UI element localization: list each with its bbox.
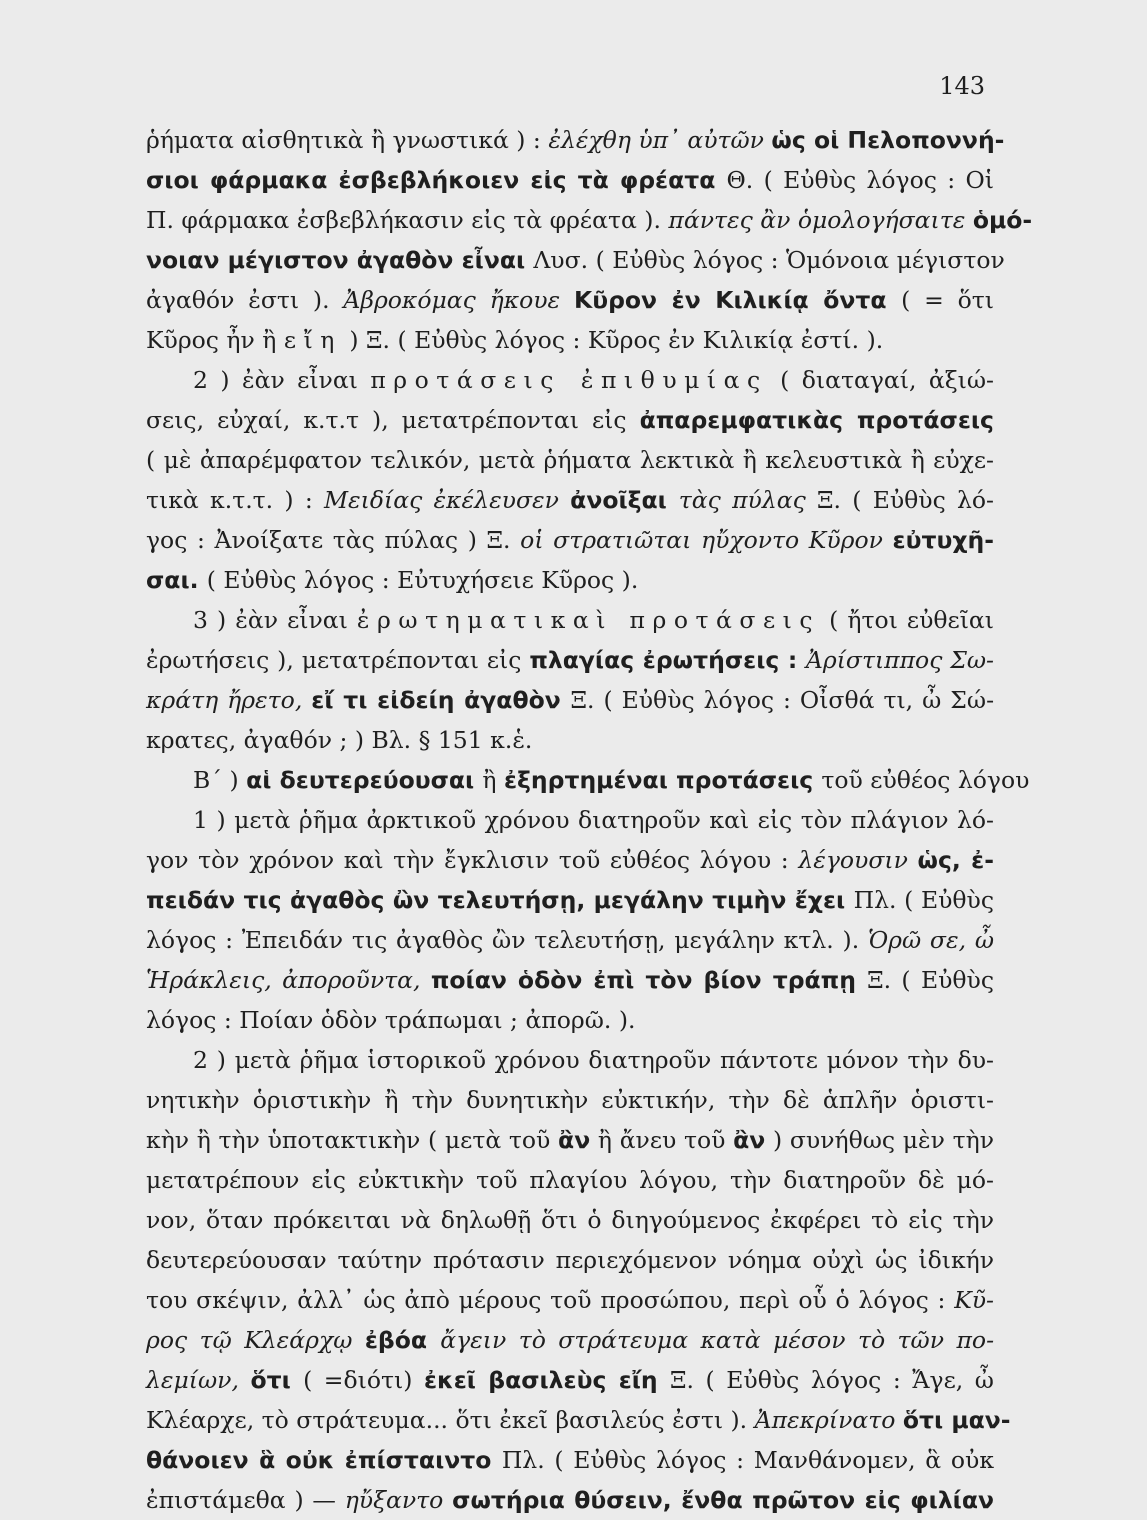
text-line xyxy=(146,1120,994,1160)
text-line xyxy=(146,1200,994,1240)
italic-run: κράτη ἤρετο, xyxy=(146,686,312,714)
text-run: γος : Ἀνοίξατε τὰς πύλας ) Ξ. xyxy=(146,526,521,554)
italic-run: πάντες ἂν ὁμολογήσαιτε xyxy=(668,206,973,234)
italic-run: Κῦ- xyxy=(954,1286,994,1314)
text-run: 2 ) μετὰ ῥῆμα ἱστορικοῦ χρόνου διατηροῦν πάντοτε μόνον τὴν δυ- xyxy=(193,1046,994,1074)
italic-run: ἄγειν τὸ στράτευμα κατὰ μέσον τὸ τῶν πο- xyxy=(440,1326,995,1354)
bold-run: ἂν xyxy=(733,1126,766,1154)
text-line xyxy=(146,1280,994,1320)
italic-run: Ἀρίστιππος Σω- xyxy=(805,646,994,674)
text-run: νον, ὅταν πρόκειται νὰ δηλωθῇ ὅτι ὁ διηγούμενος ἐκφέρει τὸ εἰς τὴν xyxy=(146,1206,994,1234)
text-run: Ξ. ( Εὐθὺς λόγος : Ἄγε, ὦ xyxy=(669,1366,994,1394)
text-run: Ξ. ( Εὐθὺς xyxy=(867,966,994,994)
page-number: 143 xyxy=(939,72,985,100)
text-run: Ξ. ( Εὐθὺς λόγος : Οἶσθά τι, ὦ Σώ- xyxy=(570,686,995,714)
text-run: Π. φάρμακα ἐσβεβλήκασιν εἰς τὰ φρέατα ). xyxy=(146,206,669,234)
text-line xyxy=(146,600,994,640)
bold-run: ἐβόα xyxy=(364,1326,441,1354)
italic-run: λεμίων, xyxy=(146,1366,251,1394)
text-run: κὴν ἢ τὴν ὑποτακτικὴν ( μετὰ τοῦ xyxy=(146,1126,559,1154)
text-run: ἐρωτήσεις ), μετατρέπονται εἰς xyxy=(146,646,530,674)
text-line xyxy=(146,240,1005,280)
text-line xyxy=(146,1080,994,1120)
bold-run: αἱ δευτερεύουσαι xyxy=(246,766,483,794)
text-run: ῥήματα αἰσθητικὰ ἢ γνωστικά ) : xyxy=(146,126,549,154)
text-line xyxy=(146,1400,1011,1440)
bold-run: ἐξηρτημέναι προτάσεις xyxy=(503,766,822,794)
bold-run: πειδάν τις ἀγαθὸς ὢν τελευτήσῃ, μεγάλην τιμὴν ἔχει xyxy=(146,886,854,914)
text-line xyxy=(146,1040,994,1080)
bold-run: σωτήρια θύσειν, ἔνθα πρῶτον εἰς φιλίαν xyxy=(452,1486,994,1514)
text-run: Κῦρος ἦν ἢ xyxy=(146,326,284,354)
bold-run: ἀπαρεμφατικὰς προτάσεις xyxy=(639,406,994,434)
text-line xyxy=(146,840,994,880)
text-run: ( ἤτοι εὐθεῖαι xyxy=(820,606,995,634)
text-run: Θ. ( Εὐθὺς λόγος : Οἱ xyxy=(726,166,995,194)
italic-run: Ἡράκλεις, ἀποροῦντα, xyxy=(146,966,431,994)
spaced-run: ἐρωτηματικαὶ προτάσεις xyxy=(356,606,821,634)
text-run: γον τὸν χρόνον καὶ τὴν ἔγκλισιν τοῦ εὐθέος λόγου : xyxy=(146,846,799,874)
text-line xyxy=(146,160,994,200)
text-line xyxy=(146,360,994,400)
bold-run: σιοι φάρμακα ἐσβεβλήκοιεν εἰς τὰ φρέατα xyxy=(146,166,727,194)
text-run: ἢ ἄνευ τοῦ xyxy=(590,1126,734,1154)
text-line xyxy=(146,1240,994,1280)
bold-run: ποίαν ὁδὸν ἐπὶ τὸν βίον τράπῃ xyxy=(430,966,868,994)
text-line xyxy=(146,1320,994,1360)
text-run: ( διαταγαί, ἀξιώ- xyxy=(767,366,994,394)
bold-run: ὅτι μαν- xyxy=(902,1406,1011,1434)
italic-run: λέγουσιν xyxy=(798,846,918,874)
spaced-run: προτάσεις ἐπιθυμίας xyxy=(370,366,768,394)
text-run: 3 ) ἐὰν εἶναι xyxy=(193,606,357,634)
text-run: ( Εὐθὺς λόγος : Εὐτυχήσειε Κῦρος ). xyxy=(206,566,639,594)
text-run: Κλέαρχε, τὸ στράτευμα... ὅτι ἐκεῖ βασιλεύς ἐστι ). xyxy=(146,1406,755,1434)
text-line xyxy=(146,880,994,920)
bold-run: θάνοιεν ἃ οὐκ ἐπίσταιντο xyxy=(146,1446,502,1474)
italic-run: Ὁρῶ σε, ὦ xyxy=(867,926,994,954)
text-run: ) Ξ. ( Εὐθὺς λόγος : Κῦρος ἐν Κιλικίᾳ ἐστί. ). xyxy=(341,326,884,354)
text-line xyxy=(146,720,994,760)
text-run: τικὰ κ.τ.τ. ) : xyxy=(146,486,324,514)
text-run: ἢ xyxy=(482,766,504,794)
text-run: Β΄ ) xyxy=(193,766,247,794)
text-line xyxy=(146,120,1005,160)
bold-run: σαι. xyxy=(146,566,207,594)
bold-run: ἐκεῖ βασιλεὺς εἴη xyxy=(423,1366,670,1394)
italic-run: ηὔξαντο xyxy=(344,1486,453,1514)
text-line xyxy=(146,1160,994,1200)
italic-run: Μειδίας ἐκέλευσεν xyxy=(324,486,571,514)
bold-run: Κῦρον ἐν Κιλικίᾳ ὄντα xyxy=(574,286,902,314)
spaced-run: εἴη xyxy=(283,326,342,354)
bold-run: ἀνοῖξαι xyxy=(570,486,679,514)
text-line xyxy=(146,1440,994,1480)
italic-run: τὰς πύλας xyxy=(678,486,818,514)
bold-run: ὡς οἱ Πελοποννή- xyxy=(771,126,1005,154)
text-run: τοῦ εὐθέος λόγου xyxy=(821,766,1030,794)
text-run: ἐπιστάμεθα ) — xyxy=(146,1486,345,1514)
italic-run: ἐλέχθη ὑπ᾽ αὐτῶν xyxy=(548,126,772,154)
bold-run: ὁμό- xyxy=(972,206,1033,234)
text-run: Ξ. ( Εὐθὺς λό- xyxy=(817,486,994,514)
text-line xyxy=(146,1360,994,1400)
text-run: του σκέψιν, ἀλλ᾽ ὡς ἀπὸ μέρους τοῦ προσώπου, περὶ οὗ ὁ λόγος : xyxy=(146,1286,955,1314)
bold-run: εὐτυχῆ- xyxy=(892,526,994,554)
text-line xyxy=(146,560,994,600)
text-line xyxy=(146,200,1033,240)
text-line xyxy=(146,400,994,440)
italic-run: Ἀβροκόμας ἤκουε xyxy=(343,286,575,314)
text-run: κρατες, ἀγαθόν ; ) Βλ. § 151 κ.ἑ. xyxy=(146,726,533,754)
text-line xyxy=(146,440,994,480)
text-run: σεις, εὐχαί, κ.τ.τ ), μετατρέπονται εἰς xyxy=(146,406,640,434)
text-run: Λυσ. ( Εὐθὺς λόγος : Ὁμόνοια μέγιστον xyxy=(533,246,1005,274)
body-text xyxy=(146,120,1033,1520)
text-run: ἀγαθόν ἐστι ). xyxy=(146,286,344,314)
text-line xyxy=(146,640,994,680)
bold-run: ἂν xyxy=(558,1126,591,1154)
text-run: ) συνήθως μὲν τὴν xyxy=(765,1126,994,1154)
italic-run: ρος τῷ Κλεάρχῳ xyxy=(146,1326,365,1354)
text-line xyxy=(146,320,994,360)
text-run: δευτερεύουσαν ταύτην πρότασιν περιεχόμενον νόημα οὐχὶ ὡς ἰδικήν xyxy=(146,1246,994,1274)
text-line xyxy=(146,1000,994,1040)
italic-run: Ἀπεκρίνατο xyxy=(754,1406,903,1434)
text-line xyxy=(146,280,994,320)
text-line xyxy=(146,960,994,1000)
text-line xyxy=(146,480,994,520)
bold-run: ὡς, ἐ- xyxy=(917,846,994,874)
text-line xyxy=(146,920,994,960)
text-line xyxy=(146,1480,994,1520)
bold-run: ὅτι xyxy=(250,1366,304,1394)
text-run: Πλ. ( Εὐθὺς xyxy=(853,886,994,914)
text-run: λόγος : Ἐπειδάν τις ἀγαθὸς ὢν τελευτήσῃ, μεγάλην κτλ. ). xyxy=(146,926,868,954)
text-run: ( =διότι) xyxy=(303,1366,424,1394)
text-run: λόγος : Ποίαν ὁδὸν τράπωμαι ; ἀπορῶ. ). xyxy=(146,1006,636,1034)
text-run: 2 ) ἐὰν εἶναι xyxy=(193,366,371,394)
text-line xyxy=(146,760,1030,800)
text-run: νητικὴν ὁριστικὴν ἢ τὴν δυνητικὴν εὐκτικήν, τὴν δὲ ἁπλῆν ὁριστι- xyxy=(146,1086,994,1114)
italic-run: οἱ στρατιῶται ηὔχοντο Κῦρον xyxy=(520,526,893,554)
text-line xyxy=(146,520,994,560)
bold-run: νοιαν μέγιστον ἀγαθὸν εἶναι xyxy=(146,246,534,274)
bold-run: πλαγίας ἐρωτήσεις : xyxy=(529,646,806,674)
text-run: ( μὲ ἀπαρέμφατον τελικόν, μετὰ ῥήματα λεκτικὰ ἢ κελευστικὰ ἢ εὐχε- xyxy=(146,446,994,474)
bold-run: εἴ τι εἰδείη ἀγαθὸν xyxy=(311,686,571,714)
text-line xyxy=(146,800,994,840)
text-run: Πλ. ( Εὐθὺς λόγος : Μανθάνομεν, ἃ οὐκ xyxy=(501,1446,995,1474)
text-line xyxy=(146,680,994,720)
text-run: μετατρέπουν εἰς εὐκτικὴν τοῦ πλαγίου λόγου, τὴν διατηροῦν δὲ μό- xyxy=(146,1166,994,1194)
text-run: 1 ) μετὰ ῥῆμα ἀρκτικοῦ χρόνου διατηροῦν καὶ εἰς τὸν πλάγιον λό- xyxy=(193,806,994,834)
text-run: ( = ὅτι xyxy=(901,286,994,314)
